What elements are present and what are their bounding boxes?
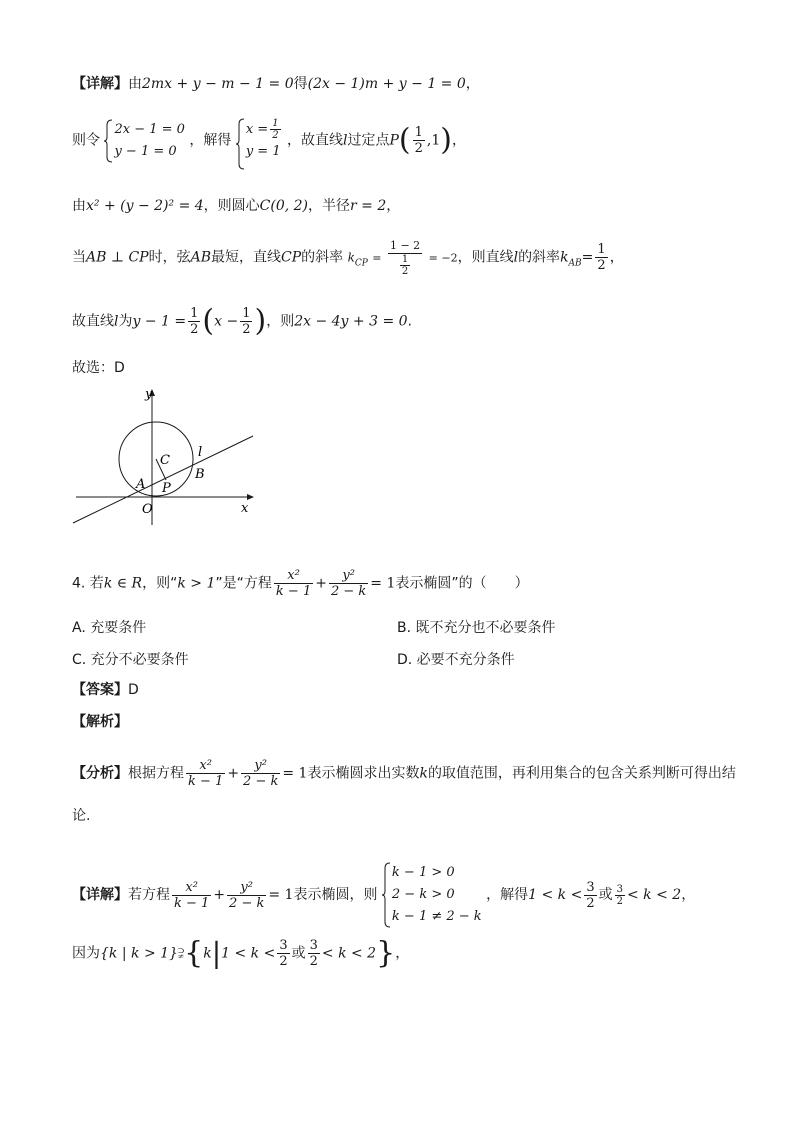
option-d: D. 必要不充分条件 bbox=[397, 652, 515, 668]
equation: (2x − 1)m + y − 1 = 0 bbox=[307, 76, 466, 92]
symbol: k bbox=[203, 945, 212, 962]
text: ， bbox=[681, 887, 696, 903]
fraction bbox=[240, 306, 252, 337]
numerator: 3 bbox=[309, 938, 318, 953]
numerator: 1 bbox=[242, 306, 251, 321]
left-brace-icon bbox=[382, 862, 391, 928]
label-y: y bbox=[145, 387, 153, 402]
system-row: y = 1 bbox=[245, 144, 281, 159]
numerator: 1 bbox=[272, 118, 279, 129]
label-o: O bbox=[142, 502, 153, 517]
circle-line-figure bbox=[66, 380, 266, 530]
equation: AB ⊥ CP bbox=[86, 249, 149, 266]
denominator: 2 − k bbox=[243, 774, 279, 789]
fraction bbox=[188, 306, 200, 337]
denominator: 2 bbox=[586, 895, 595, 911]
text: 4. 若 bbox=[72, 575, 104, 592]
detail-line-2 bbox=[72, 862, 695, 928]
equation: 2x − 4y + 3 = 0 bbox=[294, 313, 408, 330]
text: = 1 bbox=[282, 765, 308, 782]
option-a: A. 充要条件 bbox=[72, 620, 147, 636]
solution-line-2 bbox=[72, 118, 466, 163]
symbol: k bbox=[347, 250, 355, 265]
denominator: 2 − k bbox=[229, 895, 265, 911]
set-inclusion-line bbox=[72, 935, 410, 971]
label-a: A bbox=[136, 477, 146, 492]
fraction bbox=[595, 242, 607, 273]
denominator: 2 bbox=[190, 322, 199, 337]
text: 由 bbox=[128, 76, 142, 92]
numerator: 3 bbox=[279, 938, 288, 953]
equation: k > 1 bbox=[177, 575, 216, 592]
fraction bbox=[241, 758, 280, 789]
fraction bbox=[270, 118, 280, 141]
inequality-system bbox=[382, 862, 482, 928]
analysis-subtag: 【分析】 bbox=[72, 765, 128, 782]
label-c: C bbox=[160, 453, 170, 468]
numerator: x² bbox=[172, 880, 211, 896]
denominator: 2 − k bbox=[330, 584, 367, 599]
left-brace-icon bbox=[236, 118, 245, 170]
fraction bbox=[172, 880, 211, 911]
text: 的斜率 bbox=[518, 249, 561, 266]
text: 因为 bbox=[72, 945, 100, 962]
left-paren: ( bbox=[202, 303, 215, 339]
text: 最短，直线 bbox=[211, 249, 282, 266]
text: 的取值范围，再利用集合的包含关系判断可得出结 bbox=[427, 765, 736, 782]
text: ，故直线 bbox=[287, 132, 344, 149]
fraction bbox=[186, 758, 225, 789]
solution-line-1 bbox=[72, 74, 480, 94]
numerator: 3 bbox=[586, 879, 595, 895]
denominator: 2 bbox=[597, 258, 606, 273]
system-row: k − 1 ≠ 2 − k bbox=[391, 909, 482, 924]
symbol: k bbox=[419, 765, 428, 782]
equation-system bbox=[104, 119, 184, 163]
fraction bbox=[308, 938, 320, 969]
symbol: l bbox=[513, 249, 519, 266]
subscript: AB bbox=[568, 258, 582, 269]
text: ，则直线 bbox=[457, 249, 514, 266]
label-p: P bbox=[162, 481, 171, 496]
solution-system bbox=[236, 118, 283, 163]
equation: 1 < k < bbox=[221, 945, 276, 962]
detail-tag: 【详解】 bbox=[72, 76, 128, 92]
system-row: 2 − k > 0 bbox=[391, 887, 455, 902]
answer-choice-line: 故选：D bbox=[72, 360, 125, 376]
symbol: P bbox=[389, 132, 399, 149]
set: {k | k > 1} bbox=[100, 945, 178, 962]
equation: C(0, 2) bbox=[259, 198, 309, 214]
system-row: y − 1 = 0 bbox=[114, 143, 177, 159]
text: ，解得 bbox=[189, 132, 232, 149]
text: ， bbox=[609, 249, 624, 266]
denominator: k − 1 bbox=[174, 895, 210, 911]
text: ，则 bbox=[266, 313, 295, 330]
denominator: k − 1 bbox=[188, 774, 224, 789]
question-4 bbox=[72, 568, 529, 599]
fraction bbox=[329, 568, 368, 599]
text: 表示椭圆求出实数 bbox=[307, 765, 420, 782]
text: 或 bbox=[598, 887, 613, 903]
right-brace: } bbox=[376, 935, 396, 971]
equation: 1 < k < bbox=[528, 887, 583, 903]
analysis-tag: 【解析】 bbox=[72, 714, 128, 730]
denominator bbox=[388, 254, 422, 277]
equation: r = 2 bbox=[350, 198, 387, 214]
equation: x² + (y − 2)² = 4 bbox=[86, 198, 204, 214]
symbol: l bbox=[114, 313, 119, 330]
detail-tag: 【详解】 bbox=[72, 887, 128, 903]
equation: x − bbox=[214, 313, 239, 330]
text: 得 bbox=[293, 76, 308, 92]
text: = −2 bbox=[428, 251, 458, 265]
numerator: x² bbox=[186, 758, 225, 774]
text: + bbox=[315, 575, 327, 592]
text: + bbox=[227, 765, 240, 782]
denominator: 2 bbox=[242, 322, 251, 337]
answer-tag: 【答案】 bbox=[72, 682, 128, 698]
text: ,1 bbox=[426, 132, 441, 149]
system-row: k − 1 > 0 bbox=[391, 865, 455, 880]
text: ”是“方程 bbox=[215, 575, 272, 592]
symbol: l bbox=[343, 132, 348, 149]
text: ，解得 bbox=[486, 887, 529, 903]
denominator: 2 bbox=[401, 266, 409, 277]
denominator: 2 bbox=[309, 954, 318, 969]
line-l bbox=[73, 436, 253, 523]
numerator: 1 bbox=[190, 306, 199, 321]
numerator: y² bbox=[227, 880, 266, 896]
text: 根据方程 bbox=[128, 765, 184, 782]
text: 表示椭圆，则 bbox=[293, 887, 378, 903]
text: = 1 bbox=[268, 887, 294, 903]
denominator: 2 bbox=[414, 141, 423, 156]
text: 当 bbox=[72, 249, 86, 266]
text: . bbox=[407, 313, 412, 330]
fraction bbox=[400, 254, 410, 277]
numerator: x² bbox=[274, 568, 313, 584]
text: 故直线 bbox=[72, 313, 114, 330]
denominator: 2 bbox=[279, 954, 288, 969]
fraction bbox=[584, 880, 596, 911]
right-paren: ) bbox=[440, 122, 452, 158]
equation: y − 1 = bbox=[132, 313, 187, 330]
answer-value: D bbox=[128, 682, 139, 698]
solution-line-3 bbox=[72, 196, 400, 216]
text: ， bbox=[395, 945, 410, 962]
fraction bbox=[274, 568, 313, 599]
solution-line-5 bbox=[72, 303, 412, 339]
text: ，则圆心 bbox=[203, 198, 260, 214]
text: 由 bbox=[72, 198, 86, 214]
label-b: B bbox=[195, 467, 205, 482]
text: + bbox=[213, 887, 226, 903]
equation: < k < 2 bbox=[321, 945, 377, 962]
analysis-line bbox=[72, 758, 736, 789]
text: x = bbox=[245, 122, 269, 137]
answer-line bbox=[72, 680, 139, 700]
text: 过定点 bbox=[347, 132, 390, 149]
symbol: CP bbox=[281, 249, 302, 266]
text: = bbox=[372, 251, 382, 265]
numerator: 1 − 2 bbox=[389, 239, 421, 252]
text: = bbox=[581, 249, 594, 266]
text: ，半径 bbox=[308, 198, 351, 214]
left-brace-icon bbox=[104, 119, 113, 163]
numerator: 1 bbox=[597, 242, 606, 257]
equation: < k < 2 bbox=[627, 887, 682, 903]
analysis-line-cont: 论. bbox=[72, 808, 91, 824]
text: 表示椭圆”的（ ） bbox=[395, 575, 529, 592]
fraction bbox=[413, 125, 425, 156]
text: 则令 bbox=[72, 132, 100, 149]
compound-fraction bbox=[388, 238, 422, 277]
option-b: B. 既不充分也不必要条件 bbox=[397, 620, 556, 636]
text: ， bbox=[386, 198, 401, 214]
label-x: x bbox=[241, 501, 249, 516]
text: 为 bbox=[118, 313, 133, 330]
left-brace: { bbox=[184, 935, 204, 971]
text: = 1 bbox=[370, 575, 396, 592]
fraction bbox=[227, 880, 266, 911]
fraction bbox=[277, 938, 289, 969]
denominator: k − 1 bbox=[275, 584, 312, 599]
numerator: y² bbox=[241, 758, 280, 774]
system-row: 2x − 1 = 0 bbox=[114, 121, 185, 137]
text: 时，弦 bbox=[148, 249, 191, 266]
equation: 2mx + y − m − 1 = 0 bbox=[142, 76, 294, 92]
x-axis-arrow-icon bbox=[247, 494, 254, 500]
supset-symbol: ⫌ bbox=[177, 945, 185, 962]
separator: | bbox=[211, 936, 222, 970]
denominator: 2 bbox=[272, 130, 279, 141]
fraction bbox=[615, 884, 625, 907]
text: ， bbox=[452, 132, 466, 149]
symbol: AB bbox=[190, 249, 212, 266]
system-row bbox=[246, 118, 283, 141]
subscript: CP bbox=[354, 258, 368, 269]
option-c: C. 充分不必要条件 bbox=[72, 652, 189, 668]
numerator: 1 bbox=[401, 254, 409, 265]
solution-line-4 bbox=[72, 238, 624, 277]
denominator: 2 bbox=[616, 895, 623, 907]
text: 的斜率 bbox=[301, 249, 344, 266]
text: 或 bbox=[291, 945, 306, 962]
symbol: k bbox=[560, 249, 569, 266]
numerator: 1 bbox=[414, 125, 423, 140]
numerator: y² bbox=[329, 568, 368, 584]
right-paren: ) bbox=[254, 303, 267, 339]
text: 若方程 bbox=[128, 887, 170, 903]
text: ， bbox=[465, 76, 480, 92]
label-l: l bbox=[198, 445, 203, 460]
left-paren: ( bbox=[398, 122, 411, 158]
equation: k ∈ R bbox=[103, 575, 143, 592]
numerator: 3 bbox=[616, 883, 623, 895]
text: ，则“ bbox=[142, 575, 178, 592]
